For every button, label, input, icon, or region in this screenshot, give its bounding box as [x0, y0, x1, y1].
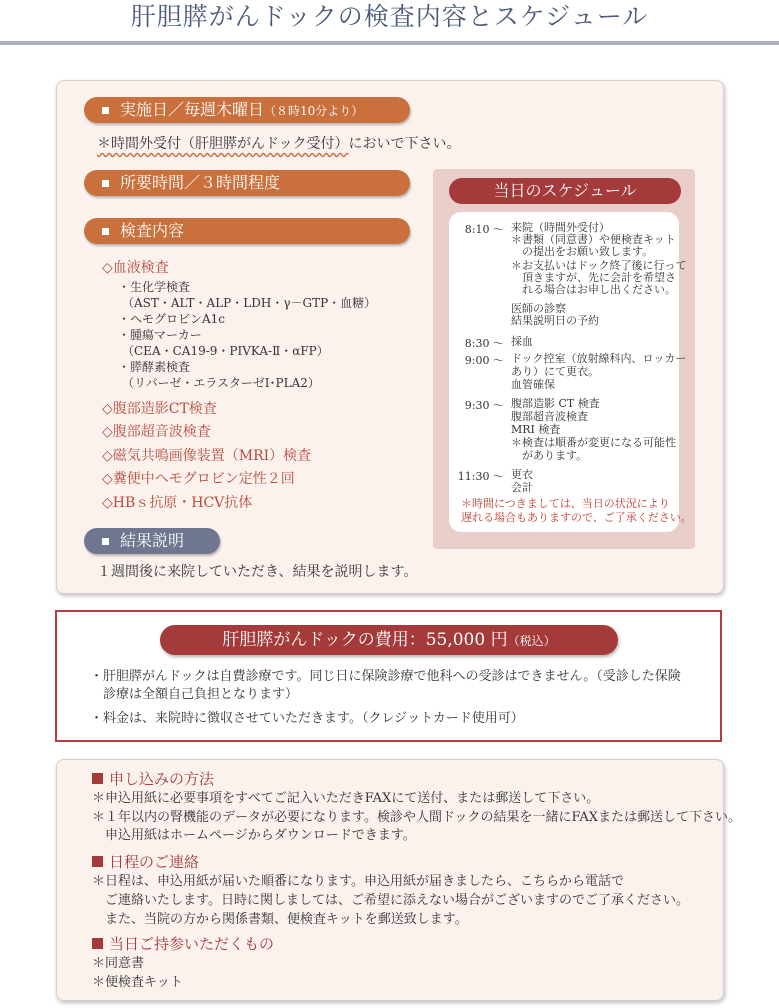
application-contact-heading: 日程のご連絡	[92, 851, 199, 872]
square-bullet-icon	[92, 856, 103, 867]
schedule-line: あり）にて更衣。	[511, 365, 599, 378]
exam-item-ct: ◇腹部造影CT検査	[102, 401, 217, 417]
square-bullet-icon	[102, 107, 109, 114]
schedule-footnote: ＊時間につきましては、当日の状況により	[461, 497, 670, 510]
schedule-day-pill	[84, 97, 410, 123]
blood-exam-item: ・ヘモグロビンA1c	[118, 312, 226, 326]
application-method-line: ＊１年以内の腎機能のデータが必要になります。検診や人間ドックの結果を一緒にFAXまたは郵送して下さい。	[92, 810, 741, 825]
application-bring-line: ＊同意書	[92, 956, 145, 971]
blood-exam-item: （リパーゼ・エラスターゼⅠ･PLA2）	[122, 376, 320, 390]
schedule-line: ＊お支払いはドック終了後に行って	[511, 259, 687, 272]
schedule-time: 8:30 〜	[464, 337, 504, 350]
result-label: 結果説明	[120, 531, 185, 550]
schedule-line: 血管確保	[511, 378, 555, 391]
schedule-line: MRI 検査	[511, 423, 561, 436]
square-bullet-icon	[102, 228, 109, 235]
fee-label: 肝胆膵がんドックの費用：55,000 円	[222, 630, 508, 650]
application-method-line: 申込用紙はホームページからダウンロードできます。	[92, 828, 416, 843]
reception-note	[97, 135, 460, 153]
schedule-time: 9:30 〜	[464, 399, 504, 412]
day-schedule-title: 当日のスケジュール	[449, 178, 681, 204]
schedule-line: れる場合はお申し出ください。	[511, 283, 676, 296]
schedule-line: 医師の診察	[511, 302, 566, 315]
exam-item-hbs-hcv: ◇HBｓ抗原・HCV抗体	[102, 495, 253, 511]
schedule-line: ＊検査は順番が変更になる可能性	[511, 436, 676, 449]
exam-item-fecal: ◇糞便中ヘモグロビン定性２回	[102, 471, 295, 487]
square-bullet-icon	[102, 180, 109, 187]
schedule-line: ドック控室（放射線科内、ロッカー	[511, 352, 687, 365]
fee-note: ・料金は、来院時に徴収させていただきます。（クレジットカード使用可）	[90, 711, 524, 726]
exam-item-ultrasound: ◇腹部超音波検査	[102, 424, 211, 440]
schedule-line: ＊書類（同意書）や便検査キット	[511, 233, 676, 246]
reception-note-rest: においで下さい。	[348, 136, 461, 152]
schedule-line: の提出をお願い致します。	[511, 245, 654, 258]
square-bullet-icon	[92, 938, 103, 949]
schedule-line: 腹部超音波検査	[511, 410, 588, 423]
application-method-heading: 申し込みの方法	[92, 768, 214, 789]
schedule-line: 会計	[511, 481, 533, 494]
schedule-day-label: 実施日／毎週木曜日	[120, 100, 265, 119]
reception-note-highlight: ＊時間外受付（肝胆膵がんドック受付）	[97, 136, 349, 152]
schedule-line: 腹部造影 CT 検査	[511, 397, 600, 410]
blood-exam-heading: ◇血液検査	[102, 260, 169, 276]
duration-label: 所要時間／３時間程度	[120, 173, 281, 192]
result-text: １週間後に来院していただき、結果を説明します。	[97, 564, 418, 580]
schedule-line: 更衣	[511, 468, 533, 481]
blood-exam-item: （AST・ALT・ALP・LDH・γ－GTP・血糖）	[122, 296, 377, 310]
application-contact-line: また、当院の方から関係書類、便検査キットを郵送致します。	[92, 912, 468, 927]
exam-label: 検査内容	[120, 221, 185, 240]
fee-note: 診療は全額自己負担となります）	[90, 687, 299, 702]
schedule-time: 9:00 〜	[464, 354, 504, 367]
schedule-day-note: （８時10分より）	[264, 104, 364, 118]
exam-item-mri: ◇磁気共鳴画像装置（MRI）検査	[102, 448, 312, 464]
application-bring-line: ＊便検査キット	[92, 975, 183, 990]
schedule-line: があります。	[511, 449, 588, 462]
square-bullet-icon	[92, 773, 103, 784]
fee-note: ・肝胆膵がんドックは自費診療です。同じ日に保険診療で他科への受診はできません。（受診した保険	[90, 669, 681, 684]
schedule-time: 11:30 〜	[457, 470, 504, 483]
schedule-time: 8:10 〜	[464, 223, 504, 236]
schedule-line: 頂きますが、先に会計を希望さ	[511, 271, 676, 284]
title-divider	[0, 41, 779, 45]
schedule-line: 結果説明日の予約	[511, 314, 599, 327]
blood-exam-item: ・腫瘍マーカー	[118, 328, 202, 342]
application-method-line: ＊申込用紙に必要事項をすべてご記入いただきFAXにて送付、または郵送して下さい。	[92, 791, 600, 806]
schedule-line: 来院（時間外受付）	[511, 221, 610, 234]
result-pill	[84, 528, 220, 554]
blood-exam-item: ・生化学検査	[118, 280, 191, 294]
exam-pill	[84, 218, 410, 244]
fee-tax: （税込）	[507, 634, 556, 648]
application-contact-line: ご連絡いたします。日時に関しましては、ご希望に添えない場合がございますのでご了承ください。	[92, 893, 689, 908]
blood-exam-item: ・膵酵素検査	[118, 360, 191, 374]
application-bring-heading: 当日ご持参いただくもの	[92, 933, 274, 954]
application-contact-line: ＊日程は、申込用紙が届いた順番になります。申込用紙が届きましたら、こちらから電話で	[92, 874, 624, 889]
schedule-line: 採血	[511, 335, 533, 348]
square-bullet-icon	[102, 538, 109, 545]
fee-pill	[160, 625, 618, 655]
page-title: 肝胆膵がんドックの検査内容とスケジュール	[130, 2, 649, 31]
duration-pill	[84, 170, 410, 196]
schedule-footnote: 遅れる場合もありますので、ご了承ください。	[461, 511, 692, 524]
blood-exam-item: （CEA・CA19-9・PIVKA-Ⅱ・αFP）	[122, 344, 329, 358]
